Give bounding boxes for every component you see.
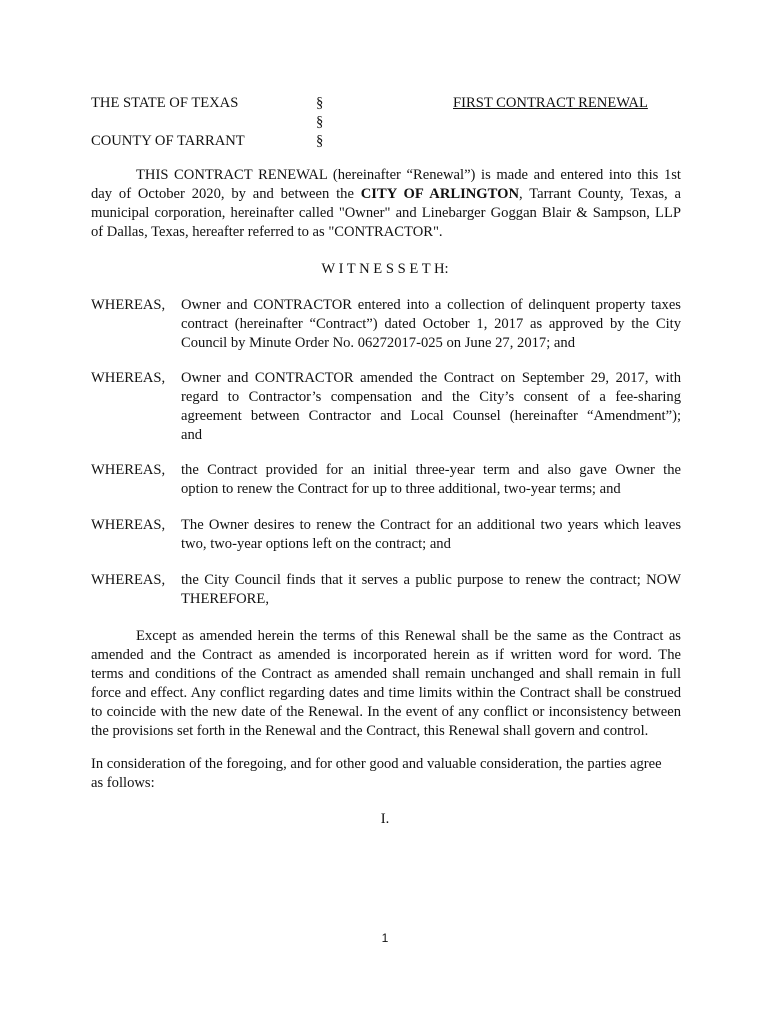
section-heading: I.: [380, 811, 390, 827]
whereas-clause: Owner and CONTRACTOR amended the Contract on September 29, 2017, with regard to Contractor’s compensation and the City’s consent of a fee-sharing agreement between Contractor and Local Counsel (hereinafter “Amendment”); and: [181, 370, 681, 443]
section-mark: §: [316, 114, 324, 130]
intro-line: of Dallas, Texas, hereafter referred to as "CONTRACTOR".: [91, 224, 443, 240]
whereas-clause: the City Council finds that it serves a public purpose to renew the contract; NOW THEREFORE,: [181, 572, 681, 607]
whereas-label: WHEREAS,: [91, 462, 166, 478]
intro-line: THIS CONTRACT RENEWAL (hereinafter “Renewal”) is made and entered into this 1st: [136, 167, 681, 183]
whereas-label: WHEREAS,: [91, 297, 166, 313]
city-name: CITY OF ARLINGTON: [360, 186, 520, 202]
page-number: 1: [381, 931, 389, 945]
whereas-label: WHEREAS,: [91, 517, 166, 533]
intro-paragraph: [91, 166, 681, 242]
witnesseth-heading: W I T N E S S E T H:: [321, 261, 449, 277]
whereas-clause: Owner and CONTRACTOR entered into a collection of delinquent property taxes contract (hereinafter “Contract”) dated October 1, 2017 as approved by the City Council by Minute Order No. 06272017-025 on June 27, 2017; and: [181, 297, 681, 351]
whereas-clause: the Contract provided for an initial three-year term and also gave Owner the option to renew the Contract for up to three additional, two-year terms; and: [181, 462, 681, 497]
consideration-paragraph: In consideration of the foregoing, and for other good and valuable consideration, the parties agree as follows:: [91, 756, 662, 791]
section-mark: §: [316, 95, 324, 111]
intro-line: day of October 2020, by and between the CITY OF ARLINGTON, Tarrant County, Texas, a: [91, 186, 681, 202]
county-caption: COUNTY OF TARRANT: [91, 133, 245, 149]
whereas-clause: The Owner desires to renew the Contract for an additional two years which leaves two, two-year options left on the contract; and: [181, 517, 681, 552]
document-title: FIRST CONTRACT RENEWAL: [453, 95, 648, 111]
except-paragraph: Except as amended herein the terms of this Renewal shall be the same as the Contract as amended and the Contract as amended is incorporated herein as if written word for word. The terms and conditions of the Contract as amended shall remain unchanged and shall remain in full force and effect. Any conflict regarding dates and time limits within the Contract shall be construed to coincide with the new date of the Renewal. In the event of any conflict or inconsistency between the provisions set forth in the Renewal and the Contract, this Renewal shall govern and control.: [91, 628, 681, 739]
whereas-label: WHEREAS,: [91, 370, 166, 386]
whereas-label: WHEREAS,: [91, 572, 166, 588]
intro-line: municipal corporation, hereinafter called "Owner" and Linebarger Goggan Blair & Sampson, LLP: [91, 205, 681, 221]
section-mark: §: [316, 133, 324, 149]
state-caption: THE STATE OF TEXAS: [91, 95, 239, 111]
